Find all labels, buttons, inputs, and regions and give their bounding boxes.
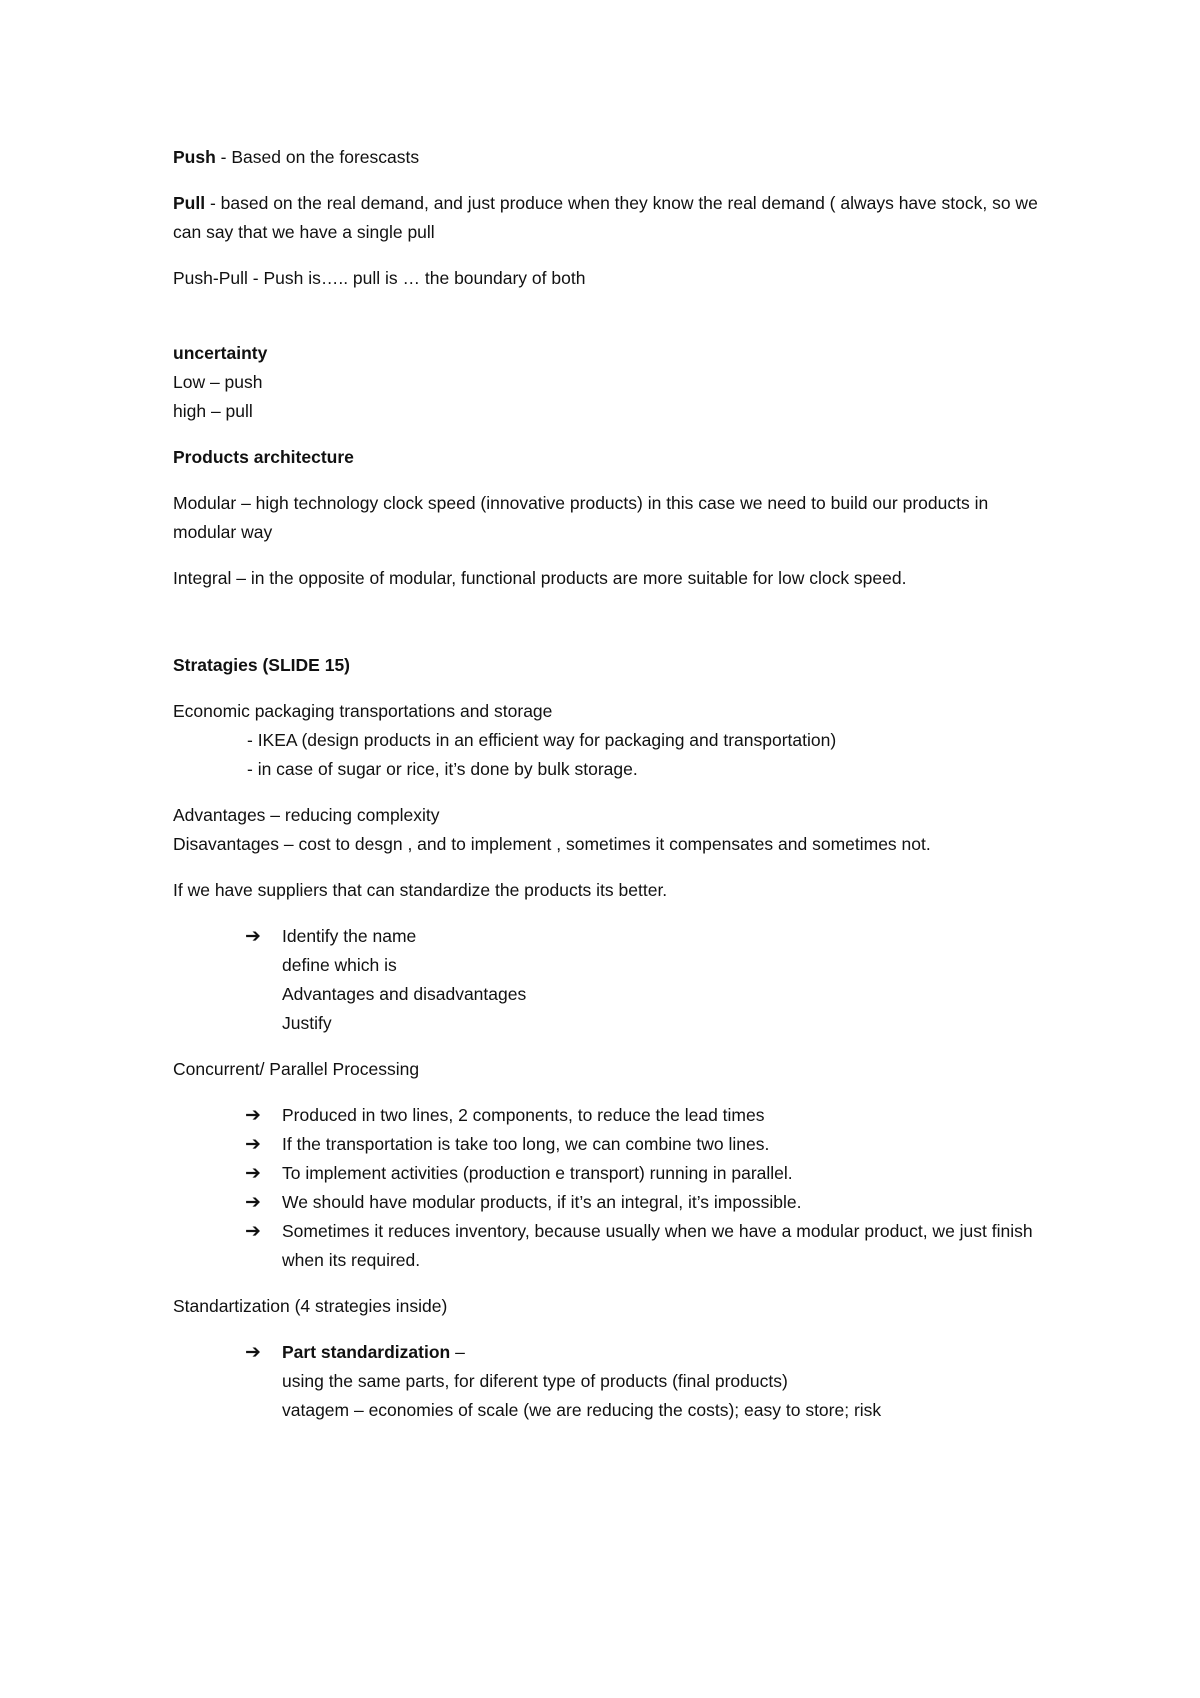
arrow-right-icon: ➔ bbox=[245, 1134, 261, 1155]
pull-term: Pull bbox=[173, 193, 206, 213]
concurrent-heading: Concurrent/ Parallel Processing bbox=[173, 1059, 420, 1079]
economic-packaging-line: Economic packaging transportations and storage bbox=[173, 701, 553, 721]
integral-paragraph: Integral – in the opposite of modular, functional products are more suitable for low clock speed. bbox=[173, 568, 907, 588]
strategies-heading: Stratagies (SLIDE 15) bbox=[173, 655, 350, 675]
suppliers-line: If we have suppliers that can standardize the products its better. bbox=[173, 880, 668, 900]
list-item-continuation: using the same parts, for diferent type of products (final products) bbox=[282, 1371, 788, 1391]
list-item-continuation: define which is bbox=[282, 955, 397, 975]
push-definition bbox=[173, 143, 1053, 172]
list-item-continuation: vatagem – economies of scale (we are reducing the costs); easy to store; risk bbox=[282, 1400, 882, 1420]
products-architecture-heading: Products architecture bbox=[173, 447, 354, 467]
list-item-continuation: Justify bbox=[282, 1013, 332, 1033]
uncertainty-low: Low – push bbox=[173, 372, 263, 392]
modular-paragraph: Modular – high technology clock speed (innovative products) in this case we need to build our products in modular way bbox=[173, 493, 989, 542]
disadvantages-line: Disavantages – cost to desgn , and to implement , sometimes it compensates and sometimes not. bbox=[173, 834, 931, 854]
identify-list bbox=[173, 922, 1053, 1038]
part-standardization-title: Part standardization bbox=[282, 1342, 451, 1362]
list-item: ➔ Produced in two lines, 2 components, to reduce the lead times bbox=[173, 1101, 1053, 1130]
pull-definition bbox=[173, 189, 1053, 247]
push-term: Push bbox=[173, 147, 216, 167]
arrow-right-icon: ➔ bbox=[245, 1221, 261, 1242]
standartization-list bbox=[173, 1338, 1053, 1425]
arrow-right-icon: ➔ bbox=[245, 1342, 261, 1363]
arrow-right-icon: ➔ bbox=[245, 1192, 261, 1213]
arrow-right-icon: ➔ bbox=[245, 1163, 261, 1184]
list-item: ➔ To implement activities (production e transport) running in parallel. bbox=[173, 1159, 1053, 1188]
document-page bbox=[173, 143, 1053, 1442]
list-item: ➔ Sometimes it reduces inventory, because usually when we have a modular product, we just finish when its required. bbox=[173, 1217, 1053, 1275]
advantages-line: Advantages – reducing complexity bbox=[173, 805, 440, 825]
push-text: - Based on the forescasts bbox=[215, 147, 420, 167]
list-item: ➔ Part standardization – bbox=[173, 1338, 1053, 1367]
concurrent-list bbox=[173, 1101, 1053, 1275]
list-item-continuation: Advantages and disadvantages bbox=[282, 984, 527, 1004]
standartization-heading: Standartization (4 strategies inside) bbox=[173, 1296, 448, 1316]
uncertainty-heading: uncertainty bbox=[173, 343, 268, 363]
economic-item: - IKEA (design products in an efficient way for packaging and transportation) bbox=[247, 730, 837, 750]
arrow-right-icon: ➔ bbox=[245, 926, 261, 947]
pull-text: - based on the real demand, and just produce when they know the real demand ( always have stock, so we can say that we have a single pull bbox=[173, 193, 1038, 242]
uncertainty-high: high – pull bbox=[173, 401, 253, 421]
push-pull-definition: Push-Pull - Push is….. pull is … the boundary of both bbox=[173, 268, 586, 288]
list-item: ➔ If the transportation is take too long, we can combine two lines. bbox=[173, 1130, 1053, 1159]
list-item: ➔ We should have modular products, if it’s an integral, it’s impossible. bbox=[173, 1188, 1053, 1217]
arrow-right-icon: ➔ bbox=[245, 1105, 261, 1126]
economic-item: - in case of sugar or rice, it’s done by bulk storage. bbox=[247, 759, 638, 779]
list-item: ➔ Identify the name bbox=[173, 922, 1053, 951]
